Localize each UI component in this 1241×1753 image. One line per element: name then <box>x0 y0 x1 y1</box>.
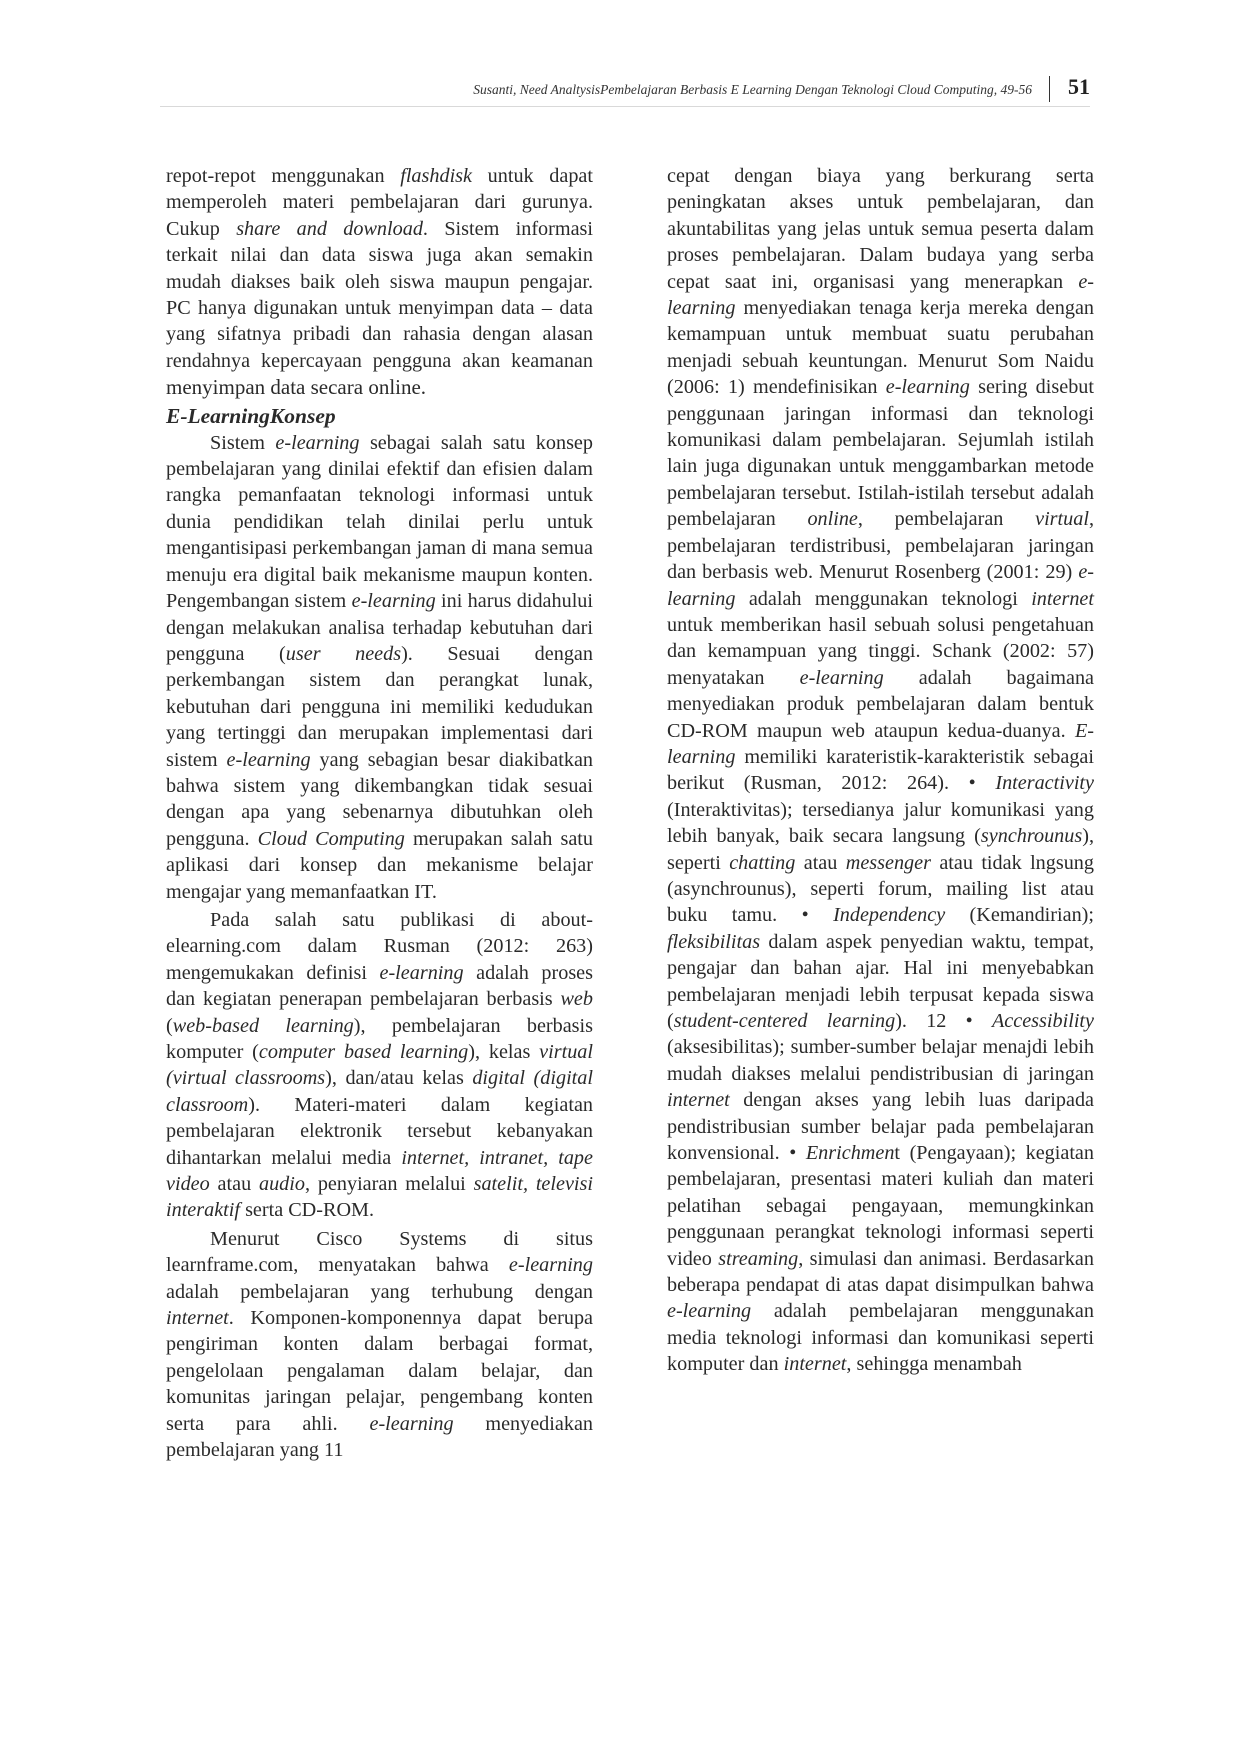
paragraph: Menurut Cisco Systems di situs learnframe.com, menyatakan bahwa e-learning adalah pembelajaran yang terhubung dengan internet. Komponen-komponennya dapat berupa pengiriman konten dalam berbagai format, pengelolaan pengalaman dalam belajar, dan komunitas jaringan pelajar, pengembang konten serta para ahli. e-learning menyediakan pembelajaran yang 11 <box>166 1227 593 1462</box>
page-number: 51 <box>1068 74 1090 99</box>
right-column <box>667 163 1094 1378</box>
paragraph-continuation: repot-repot menggunakan flashdisk untuk dapat memperoleh materi pembelajaran dari gurunya. Cukup share and download. Sistem informasi terkait nilai dan data siswa juga akan semakin mudah diakses baik oleh siswa maupun pengajar. PC hanya digunakan untuk menyimpan data – data yang sifatnya pribadi dan rahasia dengan alasan rendahnya kepercayaan pengguna akan keamanan menyimpan data secara online. <box>166 165 593 400</box>
left-column <box>166 163 593 1464</box>
paragraph: Sistem e-learning sebagai salah satu konsep pembelajaran yang dinilai efektif dan efisien dalam rangka pemanfaatan teknologi informasi untuk dunia pendidikan telah dinilai perlu untuk mengantisipasi perkembangan jaman di mana semua menuju era digital baik mekanisme maupun konten. Pengembangan sistem e-learning ini harus didahului dengan melakukan analisa terhadap kebutuhan dari pengguna (user needs). Sesuai dengan perkembangan sistem dan perangkat lunak, kebutuhan dari pengguna ini memiliki kedudukan yang tertinggi dan merupakan implementasi dari sistem e-learning yang sebagian besar diakibatkan bahwa sistem yang dikembangkan tidak sesuai dengan apa yang sebenarnya dibutuhkan oleh pengguna. Cloud Computing merupakan salah satu aplikasi dari konsep dan mekanisme belajar mengajar yang memanfaatkan IT. <box>166 431 593 903</box>
header-separator <box>1049 76 1050 102</box>
paragraph: Pada salah satu publikasi di about-elearning.com dalam Rusman (2012: 263) mengemukakan definisi e-learning adalah proses dan kegiatan penerapan pembelajaran berbasis web (web-based learning), pembelajaran berbasis komputer (computer based learning), kelas virtual (virtual classrooms), dan/atau kelas digital (digital classroom). Materi-materi dalam kegiatan pembelajaran elektronik tersebut kebanyakan dihantarkan melalui media internet, intranet, tape video atau audio, penyiaran melalui satelit, televisi interaktif serta CD-ROM. <box>166 908 593 1222</box>
section-heading: E-LearningKonsep <box>166 403 336 428</box>
paragraph: cepat dengan biaya yang berkurang serta peningkatan akses untuk pembelajaran, dan akuntabilitas yang jelas untuk semua peserta dalam proses pembelajaran. Dalam budaya yang serba cepat saat ini, organisasi yang menerapkan e-learning menyediakan tenaga kerja mereka dengan kemampuan untuk membuat suatu perubahan menjadi sebuah keuntungan. Menurut Som Naidu (2006: 1) mendefinisikan e-learning sering disebut penggunaan jaringan informasi dan teknologi komunikasi dalam pembelajaran. Sejumlah istilah lain juga digunakan untuk menggambarkan metode pembelajaran tersebut. Istilah-istilah tersebut adalah pembelajaran online, pembelajaran virtual, pembelajaran terdistribusi, pembelajaran jaringan dan berbasis web. Menurut Rosenberg (2001: 29) e-learning adalah menggunakan teknologi internet untuk memberikan hasil sebuah solusi pengetahuan dan kemampuan yang tinggi. Schank (2002: 57) menyatakan e-learning adalah bagaimana menyediakan produk pembelajaran dalam bentuk CD-ROM maupun web ataupun kedua-duanya. E-learning memiliki karateristik-karakteristik sebagai berikut (Rusman, 2012: 264). • Interactivity (Interaktivitas); tersedianya jalur komunikasi yang lebih banyak, baik secara langsung (synchrounus), seperti chatting atau messenger atau tidak lngsung (asynchrounus), seperti forum, mailing list atau buku tamu. • Independency (Kemandirian); fleksibilitas dalam aspek penyedian waktu, tempat, pengajar dan bahan ajar. Hal ini menyebabkan pembelajaran menjadi lebih terpusat kepada siswa (student-centered learning). 12 • Accessibility (aksesibilitas); sumber-sumber belajar menajdi lebih mudah diakses melalui pendistribusian di jaringan internet dengan akses yang lebih luas daripada pendistribusian sumber belajar pada pembelajaran konvensional. • Enrichment (Pengayaan); kegiatan pembelajaran, presentasi materi kuliah dan materi pelatihan sebagai pengayaan, memungkinkan penggunaan perangkat teknologi informasi seperti video streaming, simulasi dan animasi. Berdasarkan beberapa pendapat di atas dapat disimpulkan bahwa e-learning adalah pembelajaran menggunakan media teknologi informasi dan komunikasi seperti komputer dan internet, sehingga menambah <box>667 165 1095 1376</box>
page-header <box>160 72 1090 107</box>
running-head: Susanti, Need AnaltysisPembelajaran Berbasis E Learning Dengan Teknologi Cloud Computing, 49-56 <box>473 82 1032 97</box>
